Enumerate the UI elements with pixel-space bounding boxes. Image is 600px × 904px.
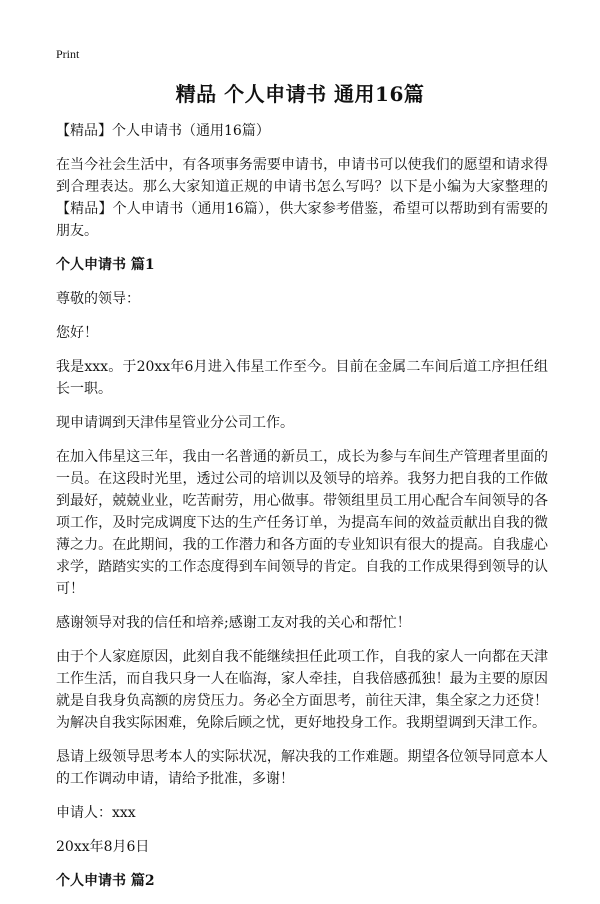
print-label: Print bbox=[56, 47, 80, 61]
section-1-heading: 个人申请书 篇1 bbox=[56, 257, 155, 273]
intro-title: 【精品】个人申请书（通用16篇） bbox=[56, 123, 270, 139]
greeting-line: 您好！ bbox=[56, 325, 98, 341]
paragraph-closing-request: 恳请上级领导思考本人的实际状况，解决我的工作难题。期望各位领导同意本人的工作调动申请，请给予批准，多谢！ bbox=[56, 749, 548, 787]
intro-paragraph: 在当今社会生活中，有各项事务需要申请书，申请书可以使我们的愿望和请求得到合理表达。那么大家知道正规的申请书怎么写吗？以下是小编为大家整理的【精品】个人申请书（通用16篇），供大家参考借鉴，希望可以帮助到有需要的朋友。 bbox=[56, 157, 548, 239]
document-title: 精品 个人申请书 通用16篇 bbox=[175, 82, 425, 106]
paragraph-work-experience: 在加入伟星这三年，我由一名普通的新员工，成长为参与车间生产管理者里面的一员。在这段时光里，透过公司的培训以及领导的培养。我努力把自我的工作做到最好，兢兢业业，吃苦耐劳，用心做事。带领组里员工用心配合车间领导的各项工作，及时完成调度下达的生产任务订单，为提高车间的效益贡献出自我的微薄之力。在此期间，我的工作潜力和各方面的专业知识有很大的提高。自我虚心求学，踏踏实实的工作态度得到车间领导的肯定。自我的工作成果得到领导的认可！ bbox=[56, 449, 548, 597]
paragraph-thanks: 感谢领导对我的信任和培养;感谢工友对我的关心和帮忙！ bbox=[56, 615, 411, 631]
paragraph-transfer-request: 现申请调到天津伟星管业分公司工作。 bbox=[56, 415, 294, 431]
document-content bbox=[56, 120, 548, 904]
section-2-heading: 个人申请书 篇2 bbox=[56, 873, 155, 889]
paragraph-intro-self: 我是xxx。于20xx年6月进入伟星工作至今。目前在金属二车间后道工序担任组长一职。 bbox=[56, 359, 548, 397]
salutation: 尊敬的领导： bbox=[56, 291, 140, 307]
applicant-signature: 申请人：xxx bbox=[56, 805, 136, 821]
application-date: 20xx年8月6日 bbox=[56, 839, 150, 855]
paragraph-reason: 由于个人家庭原因，此刻自我不能继续担任此项工作，自我的家人一向都在天津工作生活，而自我只身一人在临海，家人牵挂，自我倍感孤独！最为主要的原因就是自我身负高额的房贷压力。务必全方面思考，前往天津，集全家之力还贷！为解决自我实际困难，免除后顾之忧，更好地投身工作。我期望调到天津工作。 bbox=[56, 649, 548, 731]
